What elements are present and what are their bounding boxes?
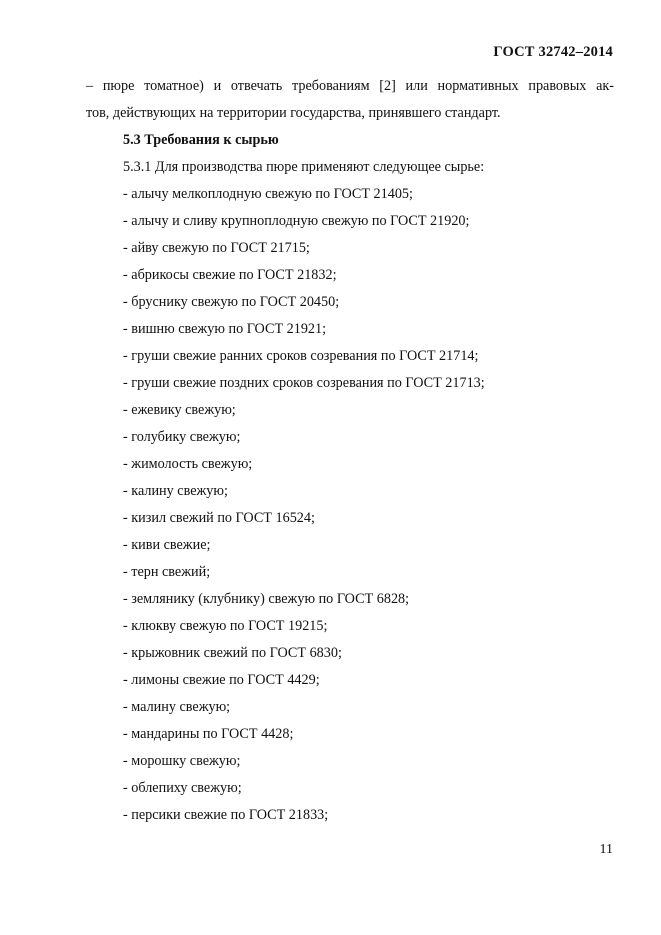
raw-materials-list: [86, 181, 614, 829]
list-item: - кизил свежий по ГОСТ 16524;: [123, 510, 315, 526]
list-item: - калину свежую;: [123, 483, 228, 499]
list-item: - жимолость свежую;: [123, 456, 253, 472]
list-item: - лимоны свежие по ГОСТ 4429;: [123, 672, 320, 688]
list-item: - алычу и сливу крупноплодную свежую по ГОСТ 21920;: [123, 213, 470, 229]
list-item: - груши свежие поздних сроков созревания по ГОСТ 21713;: [123, 375, 485, 391]
list-item: - клюкву свежую по ГОСТ 19215;: [123, 618, 328, 634]
list-item: - айву свежую по ГОСТ 21715;: [123, 240, 310, 256]
section-heading: 5.3 Требования к сырью: [123, 132, 279, 148]
page-content: [86, 73, 614, 829]
list-item: - терн свежий;: [123, 564, 211, 580]
page-number: 11: [599, 842, 613, 857]
list-item: - алычу мелкоплодную свежую по ГОСТ 21405;: [123, 186, 413, 202]
list-item: - бруснику свежую по ГОСТ 20450;: [123, 294, 340, 310]
list-item: - абрикосы свежие по ГОСТ 21832;: [123, 267, 337, 283]
list-item: - крыжовник свежий по ГОСТ 6830;: [123, 645, 342, 661]
list-item: - киви свежие;: [123, 537, 211, 553]
intro-line-1: – пюре томатное) и отвечать требованиям [2] или нормативных правовых ак-: [86, 78, 614, 94]
list-item: - облепиху свежую;: [123, 780, 242, 796]
list-item: - персики свежие по ГОСТ 21833;: [123, 807, 329, 823]
list-item: - голубику свежую;: [123, 429, 241, 445]
document-header-standard: ГОСТ 32742–2014: [493, 44, 613, 60]
list-item: - вишню свежую по ГОСТ 21921;: [123, 321, 327, 337]
list-item: - малину свежую;: [123, 699, 231, 715]
subsection-text: 5.3.1 Для производства пюре применяют следующее сырье:: [123, 159, 485, 175]
list-item: - мандарины по ГОСТ 4428;: [123, 726, 294, 742]
list-item: - морошку свежую;: [123, 753, 241, 769]
list-item: - землянику (клубнику) свежую по ГОСТ 6828;: [123, 591, 410, 607]
list-item: - груши свежие ранних сроков созревания по ГОСТ 21714;: [123, 348, 479, 364]
list-item: - ежевику свежую;: [123, 402, 236, 418]
intro-line-2: тов, действующих на территории государства, принявшего стандарт.: [86, 105, 501, 121]
